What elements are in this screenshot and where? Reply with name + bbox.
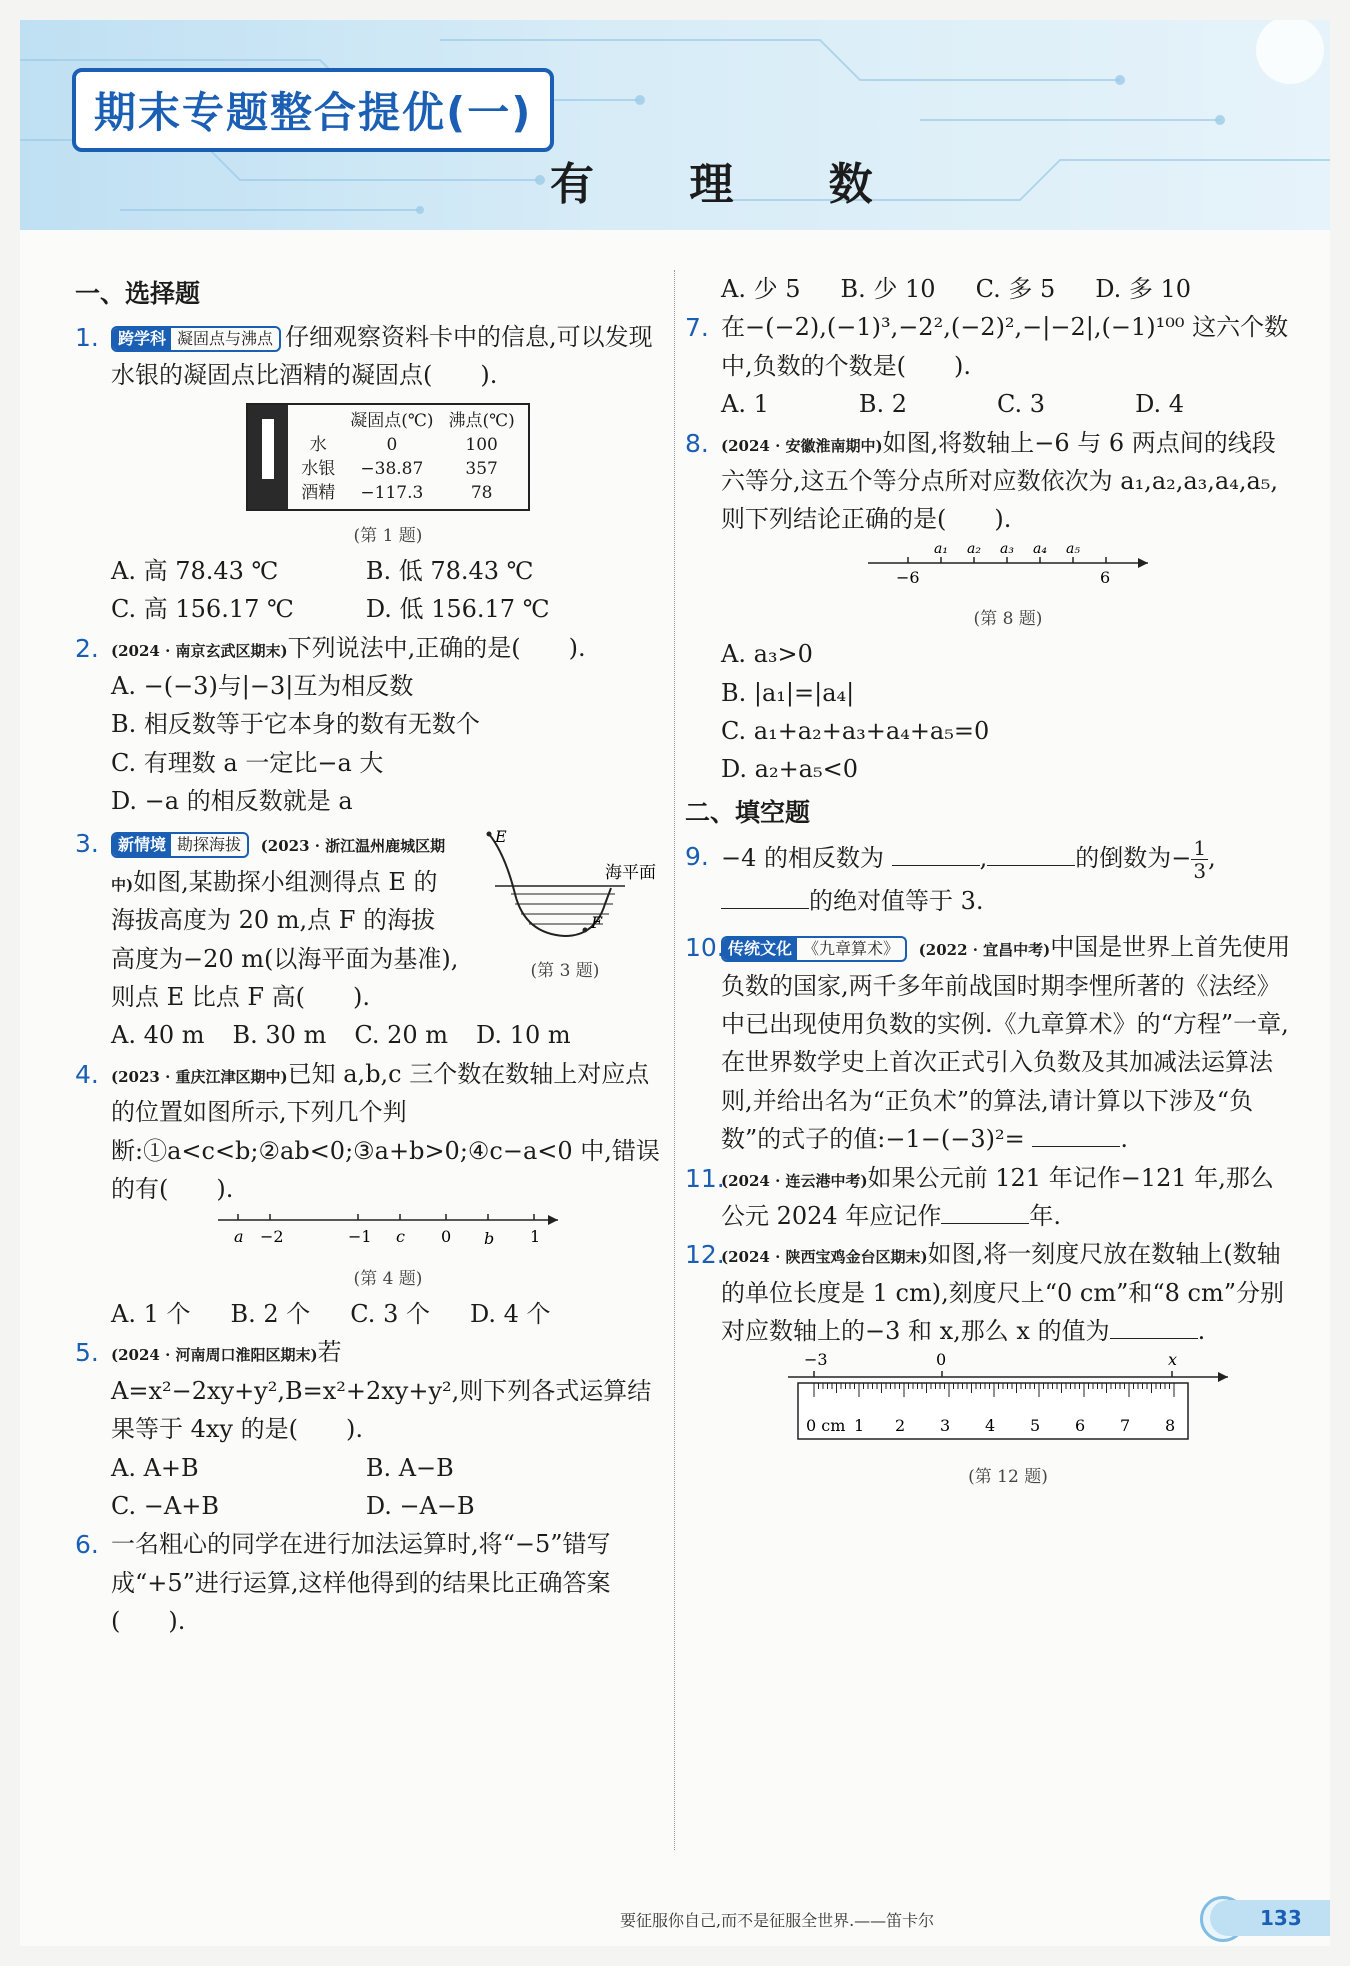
question-text: , (1208, 843, 1216, 872)
table-cell: 0 (386, 434, 398, 455)
data-table (300, 409, 516, 505)
table-cell: −117.3 (360, 483, 424, 504)
question-source: (2024 · 南京玄武区期末) (111, 641, 288, 660)
option-c: C. −A+B (111, 1491, 219, 1520)
question-number: 10. (685, 933, 725, 963)
table-cell: 357 (465, 458, 498, 479)
axis-label: a₃ (1000, 540, 1014, 557)
question-number: 11. (685, 1163, 725, 1193)
table-cell: 酒精 (301, 483, 336, 504)
question-tag (111, 326, 281, 352)
figure-caption: (第 8 题) (973, 609, 1043, 630)
option-d: D. −a 的相反数就是 a (111, 787, 353, 816)
question-text: 如果公元前 121 年记作−121 年,那么公元 2024 年应记作 (721, 1163, 1274, 1230)
axis-label: a₁ (934, 540, 948, 557)
ruler-label: 1 (854, 1415, 865, 1435)
axis-label: −3 (804, 1350, 828, 1369)
page (20, 20, 1330, 1946)
question-12 (685, 1235, 1295, 1491)
figure-caption: (第 3 题) (530, 960, 600, 981)
question-5 (75, 1333, 665, 1525)
option-a: A. −(−3)与|−3|互为相反数 (111, 671, 414, 700)
option-d: D. −A−B (365, 1491, 475, 1520)
option-c: C. 有理数 a 一定比−a 大 (111, 748, 384, 777)
axis-label: 1 (530, 1227, 541, 1247)
option-c: C. a₁+a₂+a₃+a₄+a₅=0 (721, 717, 990, 746)
question-number: 5. (75, 1338, 99, 1368)
question-1 (75, 318, 665, 629)
option-b: B. 2 (858, 390, 908, 419)
number-line-4 (111, 1208, 665, 1263)
question-number: 6. (75, 1530, 99, 1560)
tag-type: 跨学科 (113, 328, 171, 350)
question-text: 如图,将一刻度尺放在数轴上(数轴的单位长度是 1 cm),刻度尺上“0 cm”和“8 cm”分别对应数轴上的−3 和 x,那么 x 的值为 (721, 1240, 1284, 1346)
section-fill: 二、填空题 (685, 797, 811, 827)
option-a: A. 40 m (111, 1021, 205, 1050)
question-source: (2024 · 连云港中考) (721, 1171, 868, 1190)
table-header: 沸点(℃) (448, 410, 515, 431)
question-9 (685, 837, 1295, 920)
option-b: B. 30 m (232, 1021, 327, 1050)
options (111, 552, 665, 629)
sea-diagram (465, 824, 665, 954)
axis-label: x (1168, 1350, 1178, 1369)
question-number: 12. (685, 1240, 725, 1270)
axis-label: 0 (441, 1227, 452, 1247)
fraction (1191, 837, 1208, 882)
section-choice: 一、选择题 (75, 279, 201, 308)
option-a: A. A+B (111, 1453, 199, 1482)
ruler-diagram (778, 1351, 1238, 1451)
page-number: 133 (1210, 1900, 1330, 1936)
question-text: 仔细观察资料卡中的信息,可以发现水银的凝固点比酒精的凝固点( ). (111, 323, 653, 390)
question-number: 7. (685, 313, 709, 343)
figure-caption: (第 12 题) (968, 1466, 1048, 1487)
question-number: 3. (75, 829, 99, 859)
question-text: 一名粗心的同学在进行加法运算时,将“−5”错写成“+5”进行运算,这样他得到的结果比正确答案( ). (111, 1530, 611, 1636)
options (111, 1449, 665, 1526)
answer-blank[interactable] (892, 841, 980, 866)
axis-label: 0 (936, 1350, 947, 1369)
question-tag (721, 936, 907, 962)
label-e: E (495, 827, 507, 847)
question-source: (2022 · 宜昌中考) (918, 941, 1051, 960)
header-banner (20, 20, 1330, 230)
table-cell: 水 (309, 434, 327, 455)
ruler-label: 3 (940, 1415, 951, 1435)
option-c: C. 20 m (354, 1021, 449, 1050)
q6-options (685, 270, 1295, 308)
question-number: 1. (75, 323, 99, 352)
question-text: , (979, 843, 988, 872)
option-a: A. 1 (721, 390, 769, 419)
question-6 (75, 1525, 665, 1640)
axis-label: a₅ (1066, 540, 1080, 557)
right-column (685, 270, 1295, 1493)
table-cell: 100 (465, 434, 498, 455)
ruler-figure (721, 1351, 1295, 1462)
label-f: F (591, 913, 603, 933)
question-text: 若 A=x²−2xy+y²,B=x²+2xy+y²,则下列各式运算结果等于 4xy 的是( ). (111, 1338, 652, 1444)
question-text: 如图,将数轴上−6 与 6 两点间的线段六等分,这五个等分点所对应数依次为 a₁,a₂,a₃,a₄,a₅,则下列结论正确的是( ). (721, 428, 1279, 534)
option-d: D. 多 10 (1095, 275, 1192, 303)
option-b: B. A−B (365, 1453, 454, 1482)
number-line-8 (721, 539, 1295, 604)
option-d: D. 4 (1135, 390, 1184, 419)
question-text: 的倒数为− (1075, 843, 1192, 872)
question-text: 的绝对值等于 3. (809, 886, 984, 915)
question-text: 下列说法中,正确的是( ). (287, 633, 586, 662)
question-number: 9. (685, 841, 709, 871)
footer-quote: 要征服你自己,而不是征服全世界.——笛卡尔 (620, 1911, 935, 1930)
question-text: 年. (1029, 1202, 1061, 1230)
tag-topic: 《九章算术》 (803, 938, 900, 958)
axis-label: 6 (1100, 567, 1111, 587)
axis-label: b (484, 1229, 495, 1249)
option-c: C. 3 个 (350, 1299, 430, 1328)
ruler-label: 4 (985, 1415, 996, 1435)
ruler-label: 6 (1075, 1415, 1086, 1435)
axis-label: −2 (260, 1227, 284, 1247)
question-text: 在−(−2),(−1)³,−2²,(−2)²,−|−2|,(−1)¹⁰⁰ 这六个数中,负数的个数是( ). (721, 313, 1289, 380)
question-7 (685, 308, 1295, 423)
table-cell: 水银 (301, 458, 336, 479)
ruler-label: 0 cm (806, 1415, 846, 1435)
answer-blank[interactable] (721, 884, 809, 909)
options (721, 385, 1295, 423)
number-line (208, 1208, 568, 1252)
tag-type: 传统文化 (723, 938, 797, 960)
axis-label: a (234, 1227, 244, 1247)
option-d: D. 4 个 (469, 1299, 551, 1328)
question-text: . (1197, 1317, 1206, 1346)
option-c: C. 多 5 (975, 275, 1056, 303)
fraction-numerator: 1 (1193, 835, 1207, 860)
option-a: A. 少 5 (721, 275, 801, 303)
option-b: B. 少 10 (840, 275, 936, 303)
question-4 (75, 1055, 665, 1334)
ruler-label: 2 (895, 1415, 906, 1435)
answer-blank[interactable] (1110, 1314, 1198, 1339)
question-text: 中国是世界上首先使用负数的国家,两千多年前战国时期李悝所著的《法经》中已出现使用负数的实例.《九章算术》的“方程”一章,在世界数学史上首次正式引入负数及其加减法运算法则,并给出名为“正负术”的算法,请计算以下涉及“负数”的式子的值:−1−(−3)²= (721, 933, 1291, 1154)
question-source: (2024 · 安徽淮南期中) (721, 436, 883, 455)
page-title: 期末专题整合提优(一) (72, 68, 554, 152)
axis-label: −6 (896, 567, 920, 587)
question-source: (2024 · 河南周口淮阳区期末) (111, 1346, 318, 1365)
table-header: 凝固点(℃) (350, 410, 434, 431)
options (111, 1295, 665, 1333)
question-8 (685, 424, 1295, 789)
option-c: C. 高 156.17 ℃ (111, 595, 294, 624)
axis-label: −1 (348, 1227, 372, 1247)
tag-topic: 勘探海拔 (177, 834, 242, 854)
option-b: B. |a₁|=|a₄| (721, 678, 855, 707)
table-cell: −38.87 (360, 458, 424, 479)
question-10 (685, 928, 1295, 1158)
question-text: 已知 a,b,c 三个数在数轴上对应点的位置如图所示,下列几个判断:①a<c<b;②ab<0;③a+b>0;④c−a<0 中,错误的有( ). (111, 1059, 660, 1203)
option-b: B. 2 个 (230, 1299, 311, 1328)
question-number: 2. (75, 633, 99, 663)
question-source: (2023 · 浙江温州鹿城区期中) (111, 837, 446, 894)
option-a: A. a₃>0 (721, 640, 813, 669)
ruler-label: 7 (1120, 1415, 1131, 1435)
option-a: A. 1 个 (111, 1299, 191, 1328)
question-text: . (1120, 1125, 1128, 1154)
tag-type: 新情境 (113, 834, 171, 856)
option-d: D. 10 m (476, 1021, 571, 1050)
question-text: −4 的相反数为 (721, 843, 885, 872)
option-b: B. 相反数等于它本身的数有无数个 (111, 710, 480, 739)
figure-caption: (第 1 题) (353, 525, 423, 546)
answer-blank[interactable] (987, 841, 1075, 866)
ruler-label: 8 (1165, 1415, 1176, 1435)
question-11 (685, 1159, 1295, 1236)
column-divider (674, 270, 675, 1850)
question-source: (2024 · 陕西宝鸡金台区期末) (721, 1248, 928, 1267)
figure-caption: (第 4 题) (353, 1268, 423, 1289)
question-2 (75, 629, 665, 821)
left-column (75, 270, 665, 1640)
option-d: D. a₂+a₅<0 (721, 755, 858, 784)
data-card (111, 395, 665, 521)
option-b: B. 低 78.43 ℃ (365, 556, 534, 585)
option-a: A. 高 78.43 ℃ (111, 556, 279, 585)
question-3 (75, 824, 665, 1054)
option-d: D. 低 156.17 ℃ (365, 595, 550, 624)
table-cell: 78 (470, 483, 493, 504)
answer-blank[interactable] (941, 1199, 1029, 1224)
label-sea-level: 海平面 (605, 863, 656, 884)
question-number: 4. (75, 1059, 99, 1089)
tag-topic: 凝固点与沸点 (177, 328, 274, 348)
axis-label: c (396, 1227, 405, 1247)
question-text: 如图,某勘探小组测得点 E 的海拔高度为 20 m,点 F 的海拔高度为−20 m(以海平面为基准),则点 E 比点 F 高( ). (111, 867, 459, 1012)
ruler-label: 5 (1030, 1415, 1041, 1435)
question-number: 8. (685, 428, 709, 458)
fraction-denominator: 3 (1193, 858, 1207, 883)
number-line (858, 539, 1158, 593)
subject-title: 有 理 数 (550, 159, 913, 210)
figure-3 (465, 824, 665, 987)
question-source: (2023 · 重庆江津区期中) (111, 1067, 288, 1086)
answer-blank[interactable] (1032, 1122, 1120, 1147)
axis-label: a₂ (967, 540, 981, 557)
axis-label: a₄ (1033, 540, 1047, 557)
option-c: C. 3 (997, 390, 1046, 419)
question-tag (111, 832, 249, 858)
table-header (300, 409, 336, 433)
options (111, 1016, 665, 1054)
